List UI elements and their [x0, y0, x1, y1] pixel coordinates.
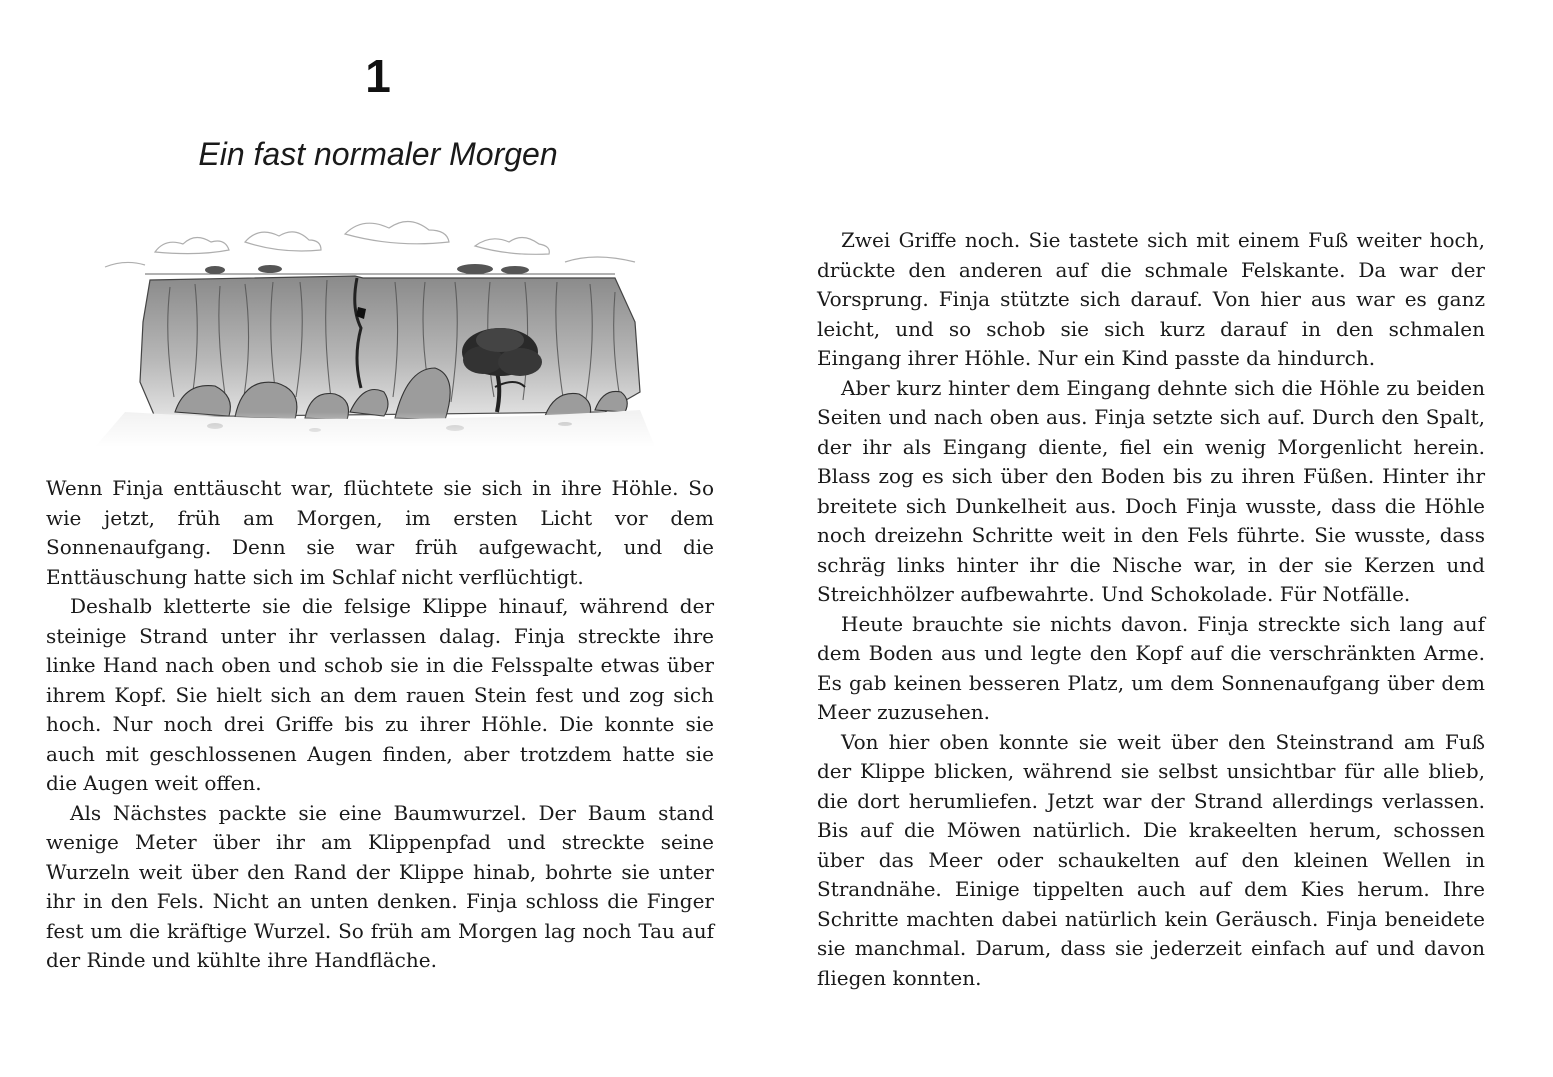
- paragraph: Als Nächstes packte sie eine Baumwurzel. Der Baum stand wenige Meter über ihr am Klippenpfad und streckte seine Wurzeln weit über den Rand der Klippe hinab, bohrte sie unter ihr in den Fels. Nicht an unten denken. Finja schloss die Finger fest um die kräftige Wurzel. So früh am Morgen lag noch Tau auf der Rinde und kühlte ihre Handfläche.: [46, 800, 714, 972]
- paragraph: Aber kurz hinter dem Eingang dehnte sich die Höhle zu beiden Seiten und nach oben aus. Finja setzte sich auf. Durch den Spalt, der ihr als Eingang diente, fiel ein wenig Morgenlicht herein. Blass zog es sich über den Boden bis zu ihren Füßen. Hinter ihr breitete sich Dunkelheit aus. Doch Finja wusste, dass die Höhle noch dreizehn Schritte weit in den Fels führte. Sie wusste, dass schräg links hinter ihr die Nische war, in der sie Kerzen und Streichhölzer aufbewahrte. Und Schokolade. Für Notfälle.: [817, 375, 1485, 606]
- left-page: [0, 0, 776, 1077]
- paragraph: Heute brauchte sie nichts davon. Finja streckte sich lang auf dem Boden aus und legte den Kopf auf die verschränkten Arme. Es gab keinen besseren Platz, um dem Sonnenaufgang über dem Meer zuzusehen.: [817, 611, 1485, 724]
- left-page-text: [46, 474, 714, 976]
- cliff-illustration-icon: [95, 212, 655, 447]
- paragraph: Deshalb kletterte sie die felsige Klippe hinauf, während der steinige Strand unter ihr verlassen dalag. Finja streckte ihre linke Hand nach oben und schob sie in die Felsspalte etwas über ihrem Kopf. Sie hielt sich an dem rauen Stein fest und zog sich hoch. Nur noch drei Griffe bis zu ihrer Höhle. Die konnte sie auch mit geschlossenen Augen finden, aber trotzdem hatte sie die Augen weit offen.: [46, 594, 714, 795]
- right-page: [776, 0, 1553, 1077]
- right-page-text: [817, 226, 1485, 993]
- paragraph: Wenn Finja enttäuscht war, flüchtete sie sich in ihre Höhle. So wie jetzt, früh am Morgen, im ersten Licht vor dem Sonnenaufgang. Denn sie war früh aufgewacht, und die Enttäuschung hatte sich im Schlaf nicht verflüchtigt.: [46, 476, 714, 589]
- paragraph: Zwei Griffe noch. Sie tastete sich mit einem Fuß weiter hoch, drückte den anderen auf die schmale Felskante. Da war der Vorsprung. Finja stützte sich darauf. Von hier aus war es ganz leicht, und so schob sie sich kurz darauf in den schmalen Eingang ihrer Höhle. Nur ein Kind passte da hindurch.: [817, 228, 1485, 370]
- paragraph: Von hier oben konnte sie weit über den Steinstrand am Fuß der Klippe blicken, während sie selbst unsichtbar für alle blieb, die dort herumliefen. Jetzt war der Strand allerdings verlassen. Bis auf die Möwen natürlich. Die krakeelten herum, schossen über das Meer oder schaukelten auf den kleinen Wellen in Strandnähe. Einige tippelten auch auf dem Kies herum. Ihre Schritte machten dabei natürlich kein Geräusch. Finja beneidete sie manchmal. Darum, dass sie jederzeit einfach auf und davon fliegen konnten.: [817, 729, 1485, 990]
- chapter-number: 1: [365, 50, 391, 102]
- chapter-title: Ein fast normaler Morgen: [198, 136, 558, 172]
